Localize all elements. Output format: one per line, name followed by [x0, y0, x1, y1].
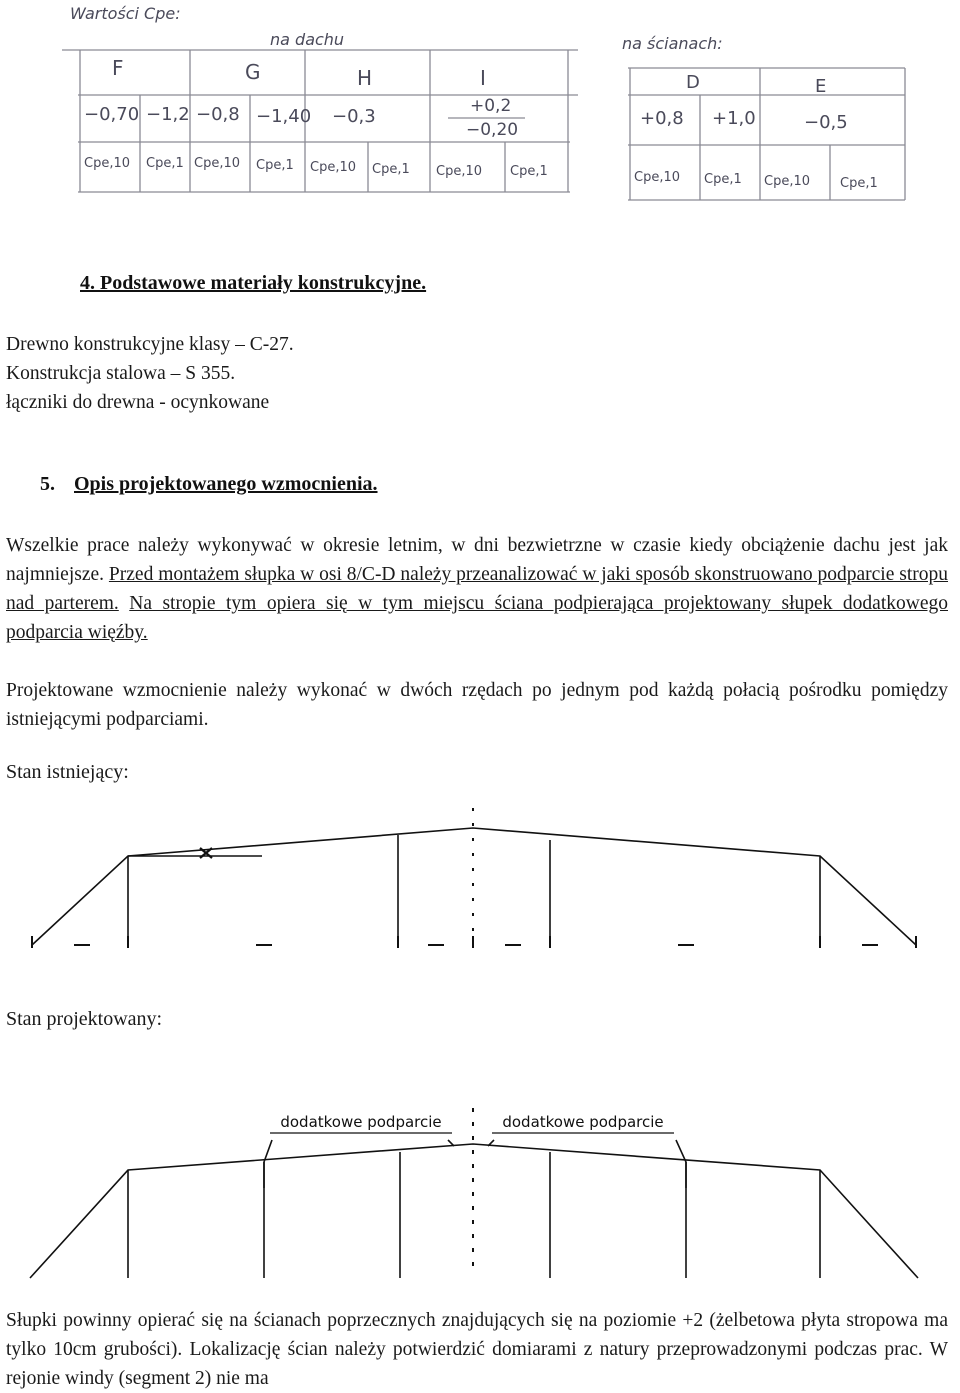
coeff-g-1: Cpe,1	[256, 158, 294, 173]
para1-underlined-2: Na stropie tym opiera się w tym miejscu ściana podpierająca projektowany słupek dodatkowego podparcia więźby.	[6, 593, 948, 643]
cpe-tables-scan	[0, 0, 960, 215]
section-4-heading: 4. Podstawowe materiały konstrukcyjne.	[80, 272, 427, 294]
materials-line-2: Konstrukcja stalowa – S 355.	[6, 363, 236, 384]
existing-state-label: Stan istniejący:	[6, 761, 129, 783]
zone-h: H	[357, 66, 373, 90]
value-d-10: +0,8	[640, 108, 684, 129]
value-e: −0,5	[804, 112, 848, 133]
coeff-i-1: Cpe,1	[510, 164, 548, 179]
section-5-paragraph-1	[6, 531, 948, 647]
designed-state-label: Stan projektowany:	[6, 1008, 163, 1030]
existing-state-diagram	[0, 800, 960, 960]
materials-line-3: łączniki do drewna - ocynkowane	[6, 392, 270, 413]
zone-f: F	[112, 56, 124, 80]
coeff-e-1: Cpe,1	[840, 176, 878, 191]
coeff-f-1: Cpe,1	[146, 156, 184, 171]
additional-support-label-left: dodatkowe podparcie	[280, 1113, 442, 1131]
coeff-d-1: Cpe,1	[704, 172, 742, 187]
value-d-1: +1,0	[712, 108, 756, 129]
coeff-f-10: Cpe,10	[84, 156, 131, 171]
section-5-paragraph-2: Projektowane wzmocnienie należy wykonać w dwóch rzędach po jednym pod każdą połacią pośrodku pomiędzy istniejącymi podparciami.	[6, 680, 948, 730]
additional-support-label-right: dodatkowe podparcie	[502, 1113, 664, 1131]
para1-underlined: Przed montażem słupka w osi 8/C-D należy przeanalizować w jaki sposób skonstruowano podparcie stropu nad parterem.	[6, 564, 949, 614]
value-h: −0,3	[332, 106, 376, 127]
coeff-d-10: Cpe,10	[634, 170, 681, 185]
table-title: Wartości Cpe:	[70, 4, 181, 23]
value-g-10: −0,8	[196, 104, 240, 125]
coeff-i-10: Cpe,10	[436, 164, 483, 179]
value-i-minus: −0,20	[466, 120, 519, 140]
materials-line-1: Drewno konstrukcyjne klasy – C-27.	[6, 334, 294, 355]
coeff-h-10: Cpe,10	[310, 160, 357, 175]
value-f-1: −1,2	[146, 104, 190, 125]
zone-g: G	[245, 60, 261, 84]
section-5-heading	[40, 473, 378, 496]
section-5-title: Opis projektowanego wzmocnienia.	[74, 473, 378, 495]
roof-label: na dachu	[270, 30, 345, 49]
para1-plain: Wszelkie prace należy wykonywać w okresie letnim, w dni bezwietrzne w czasie kiedy obciążenie dachu jest jak najmniejsze.	[6, 535, 948, 585]
designed-state-diagram	[0, 1100, 960, 1290]
zone-i: I	[480, 66, 486, 90]
coeff-e-10: Cpe,10	[764, 174, 811, 189]
final-paragraph: Słupki powinny opierać się na ścianach poprzecznych znajdujących się na poziomie +2 (żelbetowa płyta stropowa ma tylko 10cm grubości). Lokalizację ścian należy potwierdzić domiarami z natury przeprowadzonymi podczas prac. W rejonie windy (segment 2) nie ma	[6, 1310, 948, 1389]
value-g-1: −1,40	[256, 106, 312, 127]
zone-d: D	[686, 72, 700, 93]
walls-label: na ścianach:	[622, 34, 723, 53]
section-5-number: 5.	[40, 473, 55, 495]
value-i-plus: +0,2	[470, 96, 512, 116]
coeff-g-10: Cpe,10	[194, 156, 241, 171]
coeff-h-1: Cpe,1	[372, 162, 410, 177]
zone-e: E	[815, 76, 827, 97]
value-f-10: −0,70	[84, 104, 140, 125]
